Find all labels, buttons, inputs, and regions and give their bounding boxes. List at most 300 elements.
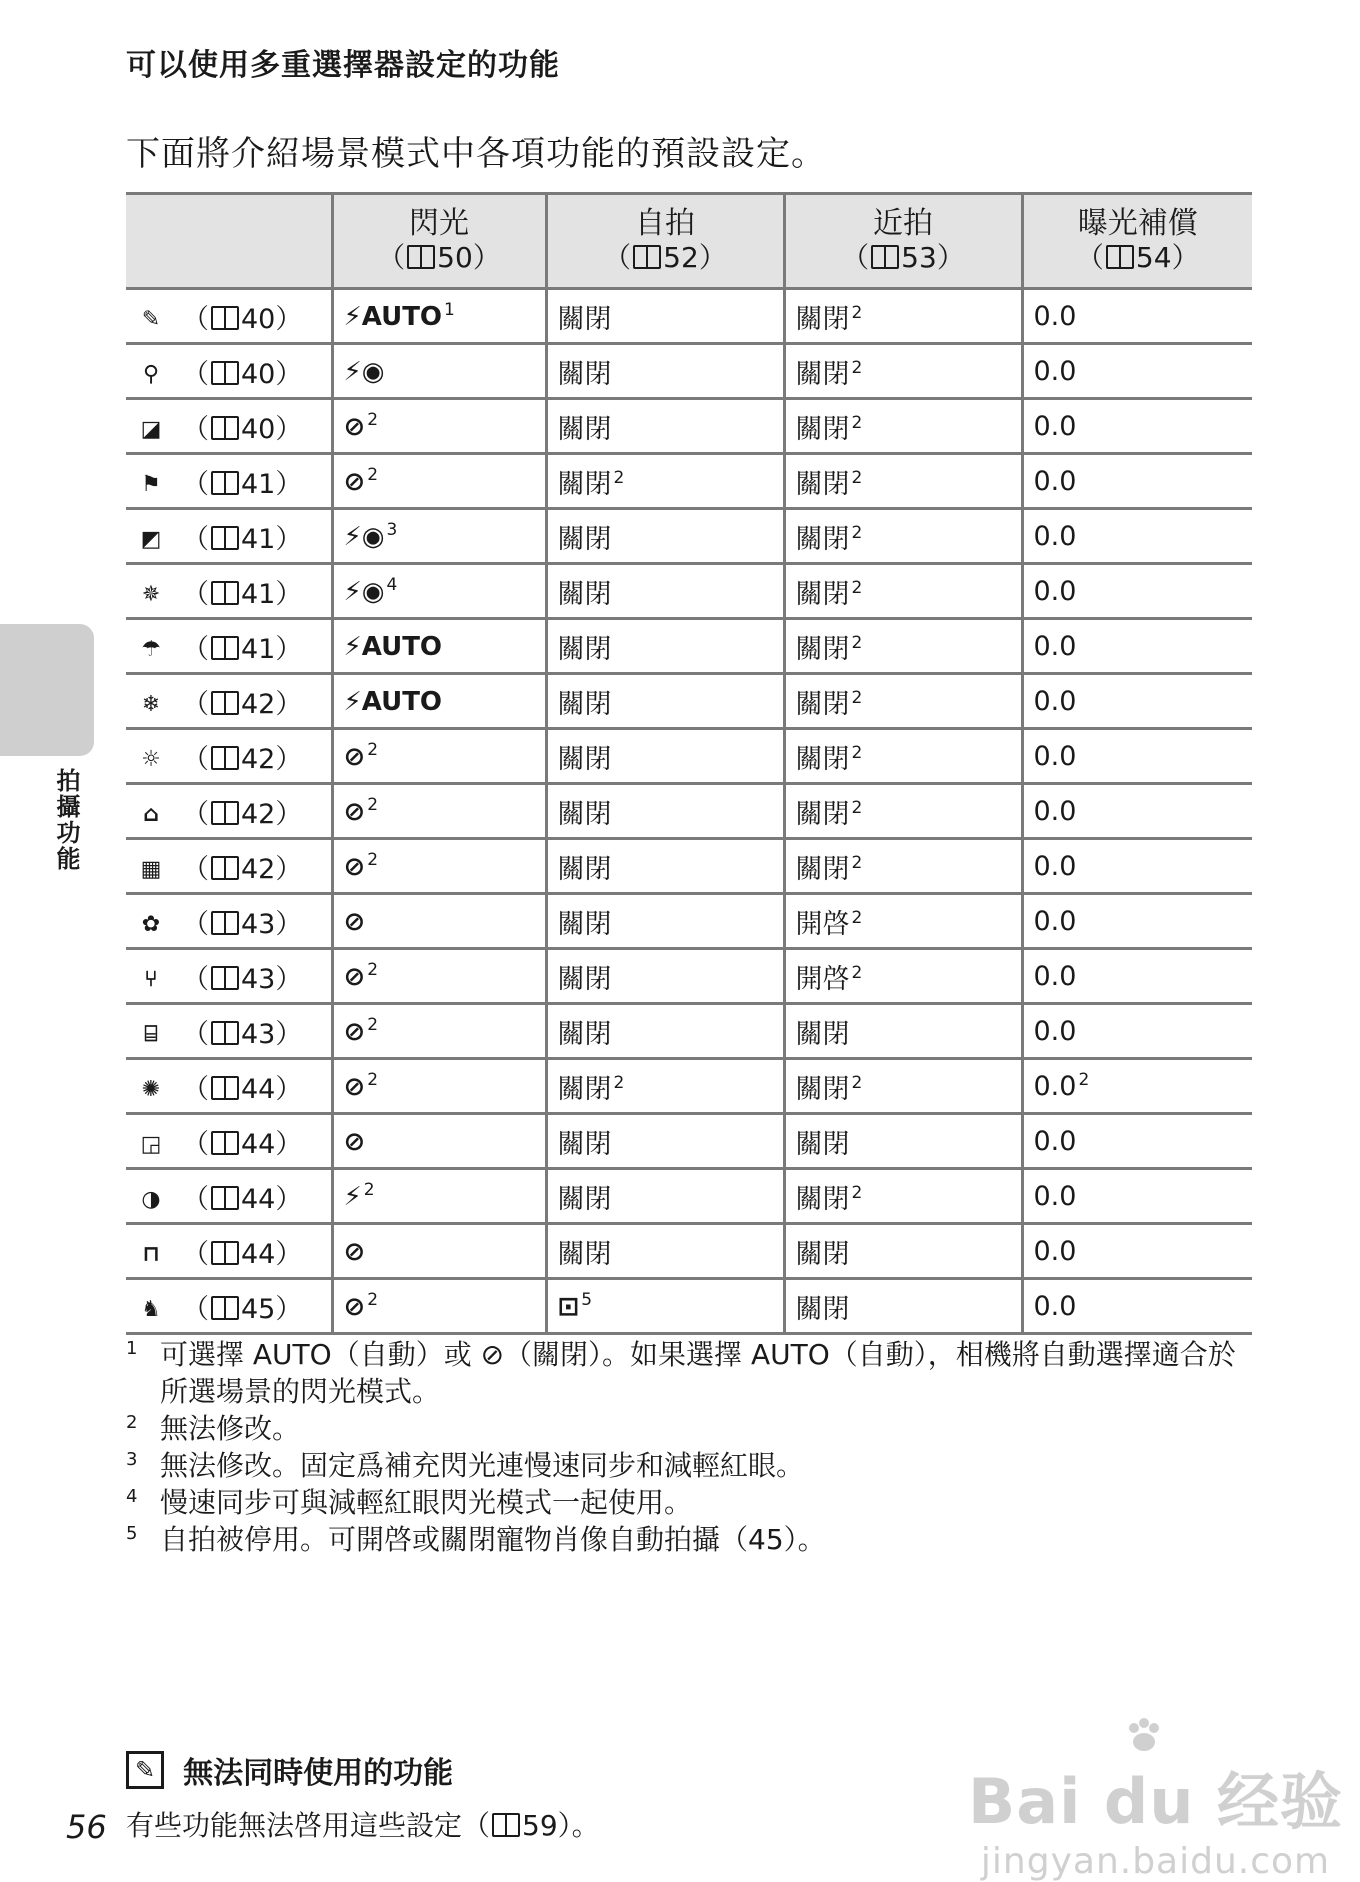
macro-cell [784,1279,1022,1334]
exposure-value: 0.0 [1033,630,1077,662]
self-timer-value: 關閉 [557,633,612,665]
table-row [126,894,1252,949]
side-tab-label: 拍攝功能 [52,768,80,872]
self-timer-cell [546,949,784,1004]
exposure-value: 0.0 [1033,410,1077,442]
flash-off-icon: ⊘ [343,962,366,992]
macro-value: 關閉 [795,1128,850,1160]
flash-off-icon: ⊘ [343,1126,366,1157]
flash-off-icon: ⊘ [343,467,366,497]
page-ref: （ 41） [182,468,303,500]
footnote-text: 無法修改。固定爲補充閃光連慢速同步和減輕紅眼。 [160,1449,805,1482]
book-icon [211,471,239,495]
exposure-cell [1022,289,1252,344]
macro-cell [784,729,1022,784]
macro-value: 關閉 [795,743,850,775]
book-icon [211,911,239,935]
footnote-mark: 2 [851,302,863,323]
sunset-icon: ☼ [141,747,161,772]
self-timer-cell [546,619,784,674]
page-ref: （ 42） [182,798,303,830]
book-icon [407,245,435,269]
panorama-icon: ⊓ [142,1242,160,1267]
table-row [126,949,1252,1004]
self-timer-value: 關閉 [557,963,612,995]
macro-cell [784,1004,1022,1059]
table-row [126,344,1252,399]
table-row [126,1169,1252,1224]
header-label: 自拍 [635,206,695,241]
exposure-value: 0.0 [1033,465,1077,497]
footnote-number: 1 [126,1338,138,1359]
book-icon [211,1076,239,1100]
backlighting-icon: ◑ [141,1187,161,1212]
exposure-cell [1022,1224,1252,1279]
self-timer-value: 關閉 [557,303,612,335]
page-ref: （ 43） [182,908,303,940]
flash-cell [332,949,546,1004]
mode-cell [126,949,332,1004]
snow-icon: ❄ [141,692,161,717]
beach-icon: ☂ [141,637,161,662]
book-icon [211,361,239,385]
macro-value: 關閉 [795,358,850,390]
table-row [126,1224,1252,1279]
book-icon [211,416,239,440]
macro-cell [784,674,1022,729]
table-row [126,784,1252,839]
table-row [126,1279,1252,1334]
exposure-cell [1022,564,1252,619]
book-icon [211,966,239,990]
mode-cell [126,1169,332,1224]
footnote-item [126,1447,1236,1484]
note-text: 有些功能無法啓用這些設定（ 59）。 [126,1809,600,1842]
macro-cell [784,509,1022,564]
self-timer-cell [546,509,784,564]
flash-off-icon: ⊘ [343,852,366,882]
mode-cell [126,674,332,729]
night-portrait-icon: ◩ [140,527,162,552]
page-ref: （ 41） [182,633,303,665]
footnote-mark: 2 [367,795,379,815]
book-icon [211,1296,239,1320]
self-timer-cell [546,1279,784,1334]
footnote-mark: 2 [851,522,863,543]
page-ref: （ 43） [182,1018,303,1050]
flash-off-icon: ⊘ [343,906,366,937]
page-ref: （ 42） [182,743,303,775]
header-label: 閃光 [409,206,469,241]
mode-cell [126,344,332,399]
exposure-cell [1022,1279,1252,1334]
exposure-value: 0.0 [1033,960,1077,992]
table-row [126,1114,1252,1169]
macro-cell [784,399,1022,454]
mode-cell [126,399,332,454]
header-cell-exposure [1022,194,1252,289]
mode-cell [126,1004,332,1059]
footnote-mark: 2 [851,1072,863,1093]
self-timer-cell [546,674,784,729]
header-ref: （ 50） [377,241,501,274]
self-timer-cell [546,564,784,619]
footnote-text: 可選擇 AUTO（自動）或 ⊘（關閉）。如果選擇 AUTO（自動），相機將自動選擇適合於所選場景的閃光模式。 [160,1338,1236,1408]
mode-cell [126,839,332,894]
footnote-number: 4 [126,1486,138,1507]
footnote-text: 慢速同步可與減輕紅眼閃光模式一起使用。 [160,1486,693,1519]
page-ref: （ 40） [182,303,303,335]
footnote-number: 5 [126,1523,138,1544]
footnote-mark: 2 [367,1290,379,1310]
mode-cell [126,1224,332,1279]
flash-cell [332,1279,546,1334]
footnote-mark: 2 [851,907,863,928]
dusk-dawn-icon: ⌂ [143,802,159,827]
macro-value: 開啓 [795,963,850,995]
self-timer-value: 關閉 [557,798,612,830]
header-cell-flash [332,194,546,289]
exposure-value: 0.0 [1033,1071,1077,1102]
macro-value: 關閉 [795,1238,850,1270]
footnote-mark: 4 [386,575,398,595]
exposure-value: 0.0 [1033,300,1077,332]
flash-cell [332,1004,546,1059]
exposure-value: 0.0 [1033,1235,1077,1267]
table-body [126,289,1252,1334]
footnote-mark: 1 [444,300,455,320]
macro-cell [784,454,1022,509]
macro-cell [784,289,1022,344]
scene-defaults-table [126,192,1252,1335]
side-tab [0,624,94,756]
black-white-copy-icon: ◲ [140,1132,162,1157]
self-timer-cell [546,1114,784,1169]
table-row [126,454,1252,509]
macro-value: 關閉 [795,1183,850,1215]
macro-cell [784,619,1022,674]
mode-cell [126,564,332,619]
exposure-cell [1022,674,1252,729]
flash-cell [332,839,546,894]
footnote-mark: 2 [363,1180,375,1200]
flash-cell [332,399,546,454]
mode-cell [126,1114,332,1169]
flash-off-icon: ⊘ [343,1292,366,1322]
header-cell-mode [126,194,332,289]
self-timer-value: 關閉 [557,1238,612,1270]
footnote-mark: 2 [851,632,863,653]
exposure-cell [1022,839,1252,894]
exposure-cell [1022,1169,1252,1224]
flash-red-eye-icon: ⚡◉ [343,356,385,387]
mode-cell [126,619,332,674]
note-title: 無法同時使用的功能 [183,1756,454,1791]
self-timer-value: 關閉 [557,1073,612,1105]
museum-icon: ⌸ [144,1022,158,1047]
page-ref: （ 44） [182,1238,303,1270]
footnotes [126,1336,1236,1558]
exposure-value: 0.0 [1033,905,1077,937]
footnote-mark: 2 [851,852,863,873]
flash-cell [332,674,546,729]
self-timer-cell [546,399,784,454]
book-icon [1106,245,1134,269]
footnote-mark: 2 [851,797,863,818]
exposure-value: 0.0 [1033,740,1077,772]
page-number: 56 [66,1808,107,1846]
footnote-number: 3 [126,1449,138,1470]
table-row [126,729,1252,784]
flash-cell [332,784,546,839]
flash-fill-icon: ⚡ [343,1182,362,1212]
page-ref: （ 43） [182,963,303,995]
book-icon [211,801,239,825]
exposure-cell [1022,1114,1252,1169]
note-pencil-icon: ✎ [126,1751,164,1789]
fireworks-icon: ✺ [141,1077,161,1102]
header-label: 曝光補償 [1077,206,1198,241]
exposure-cell [1022,949,1252,1004]
table-row [126,289,1252,344]
footnote-text: 自拍被停用。可開啓或關閉寵物肖像自動拍攝（45）。 [160,1523,826,1556]
flash-cell [332,1224,546,1279]
flash-off-icon: ⊘ [343,412,366,442]
self-timer-cell [546,784,784,839]
macro-value: 關閉 [795,1018,850,1050]
self-timer-cell [546,839,784,894]
exposure-value: 0.0 [1033,1125,1077,1157]
macro-cell [784,1224,1022,1279]
exposure-value: 0.0 [1033,520,1077,552]
macro-cell [784,344,1022,399]
table-header-row [126,194,1252,289]
party-indoor-icon: ✵ [141,582,161,607]
table-row [126,839,1252,894]
macro-cell [784,839,1022,894]
footnote-mark: 2 [367,850,379,870]
flash-cell [332,1114,546,1169]
flash-off-icon: ⊘ [343,742,366,772]
self-timer-value: 關閉 [557,853,612,885]
exposure-cell [1022,509,1252,564]
footnote-mark: 2 [367,465,379,485]
macro-cell [784,1114,1022,1169]
footnote-mark: 2 [851,412,863,433]
book-icon [211,746,239,770]
flash-off-icon: ⊘ [343,1236,366,1267]
footnote-mark: 2 [851,467,863,488]
page-ref: （ 41） [182,523,303,555]
book-icon [211,1021,239,1045]
food-icon: ⑂ [144,967,158,992]
book-icon [211,306,239,330]
book-icon [211,1186,239,1210]
macro-cell [784,784,1022,839]
close-up-icon: ✿ [141,912,161,937]
table-row [126,399,1252,454]
pet-auto-release-icon: ⊡ [557,1292,580,1322]
header-ref: （ 53） [841,241,965,274]
footnote-mark: 2 [367,740,379,760]
flash-cell [332,729,546,784]
self-timer-cell [546,1224,784,1279]
landscape-icon: ◪ [140,417,162,442]
watermark-brand: Bai du 经验 [968,1765,1344,1838]
book-icon [211,691,239,715]
self-timer-value: 關閉 [557,743,612,775]
table-row [126,674,1252,729]
table-row [126,619,1252,674]
page-ref: （ 40） [182,358,303,390]
table-row [126,1004,1252,1059]
footnote-item [126,1410,1236,1447]
flash-cell [332,1169,546,1224]
self-timer-value: 關閉 [557,523,612,555]
exposure-value: 0.0 [1033,1015,1077,1047]
book-icon [211,526,239,550]
page-ref: （ 42） [182,688,303,720]
flash-AUTO-icon: ⚡AUTO [343,686,443,717]
footnote-item [126,1484,1236,1521]
flash-red-eye-icon: ⚡◉ [343,577,385,607]
flash-off-icon: ⊘ [343,797,366,827]
footnote-mark: 2 [851,962,863,983]
table-row [126,509,1252,564]
footnote-mark: 2 [851,1182,863,1203]
macro-value: 關閉 [795,523,850,555]
exposure-cell [1022,399,1252,454]
macro-cell [784,894,1022,949]
intro-text: 下面將介紹場景模式中各項功能的預設設定。 [126,134,826,174]
self-timer-cell [546,344,784,399]
mode-cell [126,289,332,344]
footnote-mark: 2 [851,687,863,708]
book-icon [211,856,239,880]
flash-AUTO-icon: ⚡AUTO [343,302,443,332]
page-ref: （ 45） [182,1293,303,1325]
watermark-url: jingyan.baidu.com [980,1841,1331,1882]
footnote-mark: 2 [367,960,379,980]
mode-cell [126,509,332,564]
macro-cell [784,949,1022,1004]
pet-portrait-icon: ♞ [141,1297,161,1322]
macro-cell [784,1169,1022,1224]
exposure-cell [1022,619,1252,674]
self-timer-cell [546,729,784,784]
flash-off-icon: ⊘ [343,1017,366,1047]
self-timer-value: 關閉 [557,358,612,390]
flash-cell [332,454,546,509]
self-timer-cell [546,1059,784,1114]
scene-auto-selector-icon: ✎ [141,307,161,332]
table-row [126,1059,1252,1114]
book-icon [211,636,239,660]
footnote-mark: 2 [1078,1070,1090,1090]
exposure-value: 0.0 [1033,1180,1077,1212]
exposure-cell [1022,894,1252,949]
baidu-watermark [968,1716,1343,1882]
table-row [126,564,1252,619]
footnote-mark: 2 [613,1072,625,1093]
macro-value: 開啓 [795,908,850,940]
self-timer-value: 關閉 [557,1018,612,1050]
flash-cell [332,289,546,344]
exposure-value: 0.0 [1033,685,1077,717]
book-icon [211,581,239,605]
flash-AUTO-icon: ⚡AUTO [343,631,443,662]
mode-cell [126,1059,332,1114]
sports-icon: ⚑ [141,472,161,497]
header-ref: （ 54） [1075,241,1200,274]
self-timer-cell [546,1169,784,1224]
flash-off-icon: ⊘ [343,1072,366,1102]
macro-value: 關閉 [795,413,850,445]
exposure-cell [1022,1059,1252,1114]
macro-value: 關閉 [795,798,850,830]
book-icon [871,245,899,269]
section-heading: 可以使用多重選擇器設定的功能 [126,48,560,83]
self-timer-value: 關閉 [557,578,612,610]
header-cell-macro [784,194,1022,289]
mode-cell [126,894,332,949]
header-cell-self-timer [546,194,784,289]
macro-cell [784,1059,1022,1114]
book-icon [633,245,661,269]
footnote-item [126,1521,1236,1558]
footnote-mark: 5 [581,1290,593,1310]
header-ref: （ 52） [603,241,727,274]
macro-value: 關閉 [795,1073,850,1105]
night-landscape-icon: ▦ [140,857,162,882]
page-ref: （ 44） [182,1128,303,1160]
scene-defaults-table-wrap [126,192,1252,1335]
exposure-cell [1022,729,1252,784]
self-timer-value: 關閉 [557,688,612,720]
book-icon [211,1241,239,1265]
book-icon [492,1813,520,1837]
macro-value: 關閉 [795,303,850,335]
self-timer-value: 關閉 [557,1183,612,1215]
mode-cell [126,729,332,784]
macro-value: 關閉 [795,578,850,610]
macro-value: 關閉 [795,468,850,500]
page-ref: （ 42） [182,853,303,885]
macro-value: 關閉 [795,633,850,665]
exposure-cell [1022,784,1252,839]
footnote-mark: 2 [367,410,379,430]
self-timer-cell [546,289,784,344]
flash-cell [332,509,546,564]
exposure-cell [1022,344,1252,399]
exposure-value: 0.0 [1033,575,1077,607]
exposure-value: 0.0 [1033,850,1077,882]
self-timer-value: 關閉 [557,413,612,445]
flash-cell [332,619,546,674]
exposure-cell [1022,1004,1252,1059]
self-timer-value: 關閉 [557,908,612,940]
macro-value: 關閉 [795,1293,850,1325]
flash-cell [332,1059,546,1114]
footnote-mark: 2 [851,742,863,763]
macro-cell [784,564,1022,619]
footnote-mark: 2 [851,357,863,378]
footnote-text: 無法修改。 [160,1412,301,1445]
flash-cell [332,344,546,399]
note-block [126,1748,453,1792]
macro-value: 關閉 [795,853,850,885]
page-ref: （ 41） [182,578,303,610]
